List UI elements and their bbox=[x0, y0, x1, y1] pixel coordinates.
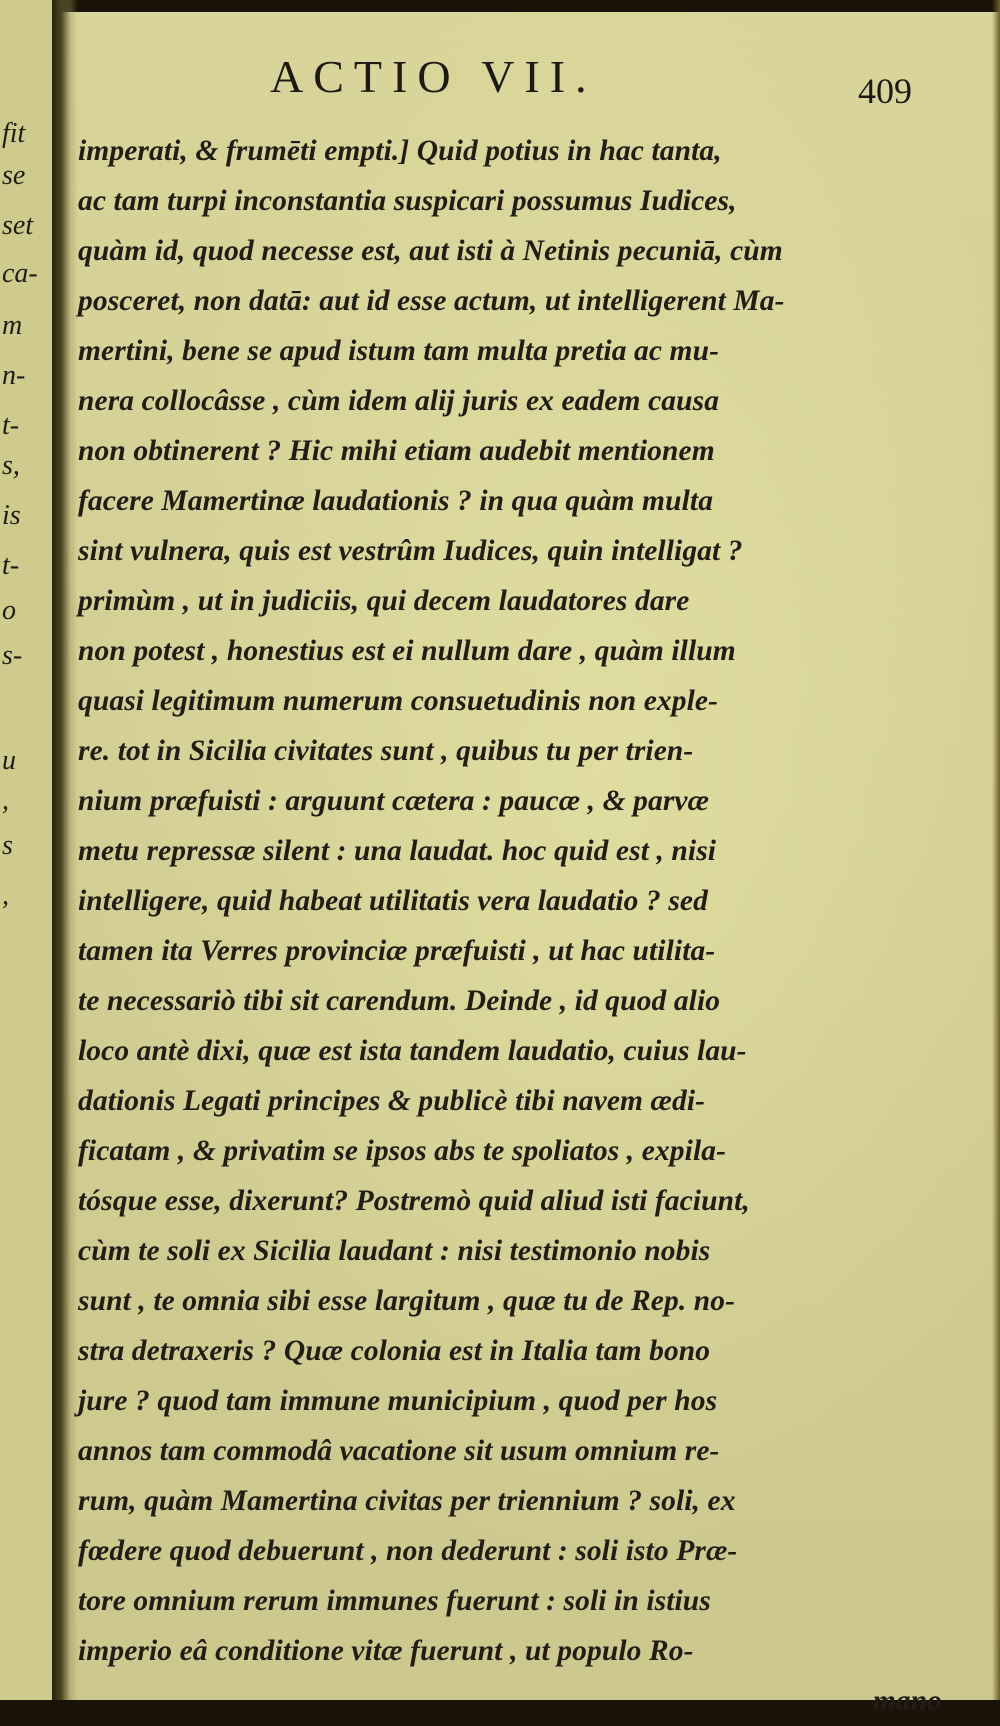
margin-fragment: t- bbox=[2, 410, 20, 441]
text-line: posceret, non datā: aut id esse actum, ut intelligerent Ma- bbox=[78, 285, 785, 317]
text-line: te necessariò tibi sit carendum. Deinde , id quod alio bbox=[78, 985, 721, 1017]
text-line: metu repressæ silent : una laudat. hoc quid est , nisi bbox=[78, 835, 717, 867]
page-number: 409 bbox=[858, 71, 912, 111]
text-line: mertini, bene se apud istum tam multa pretia ac mu- bbox=[78, 335, 720, 367]
text-line: annos tam commodâ vacatione sit usum omnium re- bbox=[78, 1435, 720, 1467]
margin-fragment: s- bbox=[2, 640, 23, 671]
text-line: rum, quàm Mamertina civitas per triennium ? soli, ex bbox=[78, 1485, 736, 1517]
margin-fragment: s, bbox=[2, 450, 20, 481]
page-edge-shadow bbox=[992, 0, 1000, 1700]
text-line: primùm , ut in judiciis, qui decem laudatores dare bbox=[78, 585, 690, 617]
margin-fragment: o bbox=[2, 595, 16, 626]
text-line: cùm te soli ex Sicilia laudant : nisi testimonio nobis bbox=[78, 1235, 711, 1267]
text-line: ficatam , & privatim se ipsos abs te spoliatos , expila- bbox=[78, 1135, 727, 1167]
book-gutter bbox=[52, 0, 78, 1700]
margin-fragment: s bbox=[2, 830, 13, 861]
text-line: jure ? quod tam immune municipium , quod per hos bbox=[78, 1385, 718, 1417]
text-line: quàm id, quod necesse est, aut isti à Netinis pecuniā, cùm bbox=[78, 235, 783, 267]
margin-fragment: , bbox=[2, 785, 9, 816]
margin-fragment: se bbox=[2, 160, 26, 191]
text-line: non potest , honestius est ei nullum dare , quàm illum bbox=[78, 635, 736, 667]
running-head: ACTIO VII. bbox=[270, 51, 597, 102]
text-line: tósque esse, dixerunt? Postremò quid aliud isti faciunt, bbox=[78, 1185, 750, 1217]
text-line: tore omnium rerum immunes fuerunt : soli in istius bbox=[78, 1585, 711, 1617]
facing-page-margin bbox=[0, 0, 52, 1700]
text-line: sunt , te omnia sibi esse largitum , quæ tu de Rep. no- bbox=[78, 1285, 736, 1317]
margin-fragment: ca- bbox=[2, 258, 38, 289]
margin-fragment: u bbox=[2, 745, 16, 776]
text-line: ac tam turpi inconstantia suspicari possumus Iudices, bbox=[78, 185, 737, 217]
margin-fragment: n- bbox=[2, 360, 26, 391]
text-line: quasi legitimum numerum consuetudinis non exple- bbox=[78, 685, 719, 717]
margin-fragment: set bbox=[2, 210, 34, 241]
text-line: dationis Legati principes & publicè tibi navem ædi- bbox=[78, 1085, 706, 1117]
text-line: fœdere quod debuerunt , non dederunt : soli isto Præ- bbox=[78, 1535, 738, 1567]
text-line: stra detraxeris ? Quæ colonia est in Italia tam bono bbox=[78, 1335, 711, 1367]
margin-fragment: t- bbox=[2, 550, 20, 581]
text-line: intelligere, quid habeat utilitatis vera laudatio ? sed bbox=[78, 885, 708, 917]
text-line: tamen ita Verres provinciæ præfuisti , ut hac utilita- bbox=[78, 935, 716, 967]
text-line: re. tot in Sicilia civitates sunt , quibus tu per trien- bbox=[78, 735, 694, 767]
text-line: facere Mamertinæ laudationis ? in qua quàm multa bbox=[78, 485, 714, 517]
margin-fragment: m bbox=[2, 310, 23, 341]
text-line: imperio eâ conditione vitæ fuerunt , ut populo Ro- bbox=[78, 1635, 694, 1667]
catchword: mano bbox=[872, 1685, 942, 1717]
margin-fragment: fit bbox=[2, 118, 26, 149]
text-line: nium præfuisti : arguunt cætera : paucæ , & parvæ bbox=[78, 785, 710, 817]
body-text bbox=[78, 126, 958, 1726]
book-top-edge bbox=[0, 0, 1000, 12]
text-line: sint vulnera, quis est vestrûm Iudices, quin intelligat ? bbox=[78, 535, 743, 567]
text-line: loco antè dixi, quæ est ista tandem laudatio, cuius lau- bbox=[78, 1035, 747, 1067]
margin-fragment: , bbox=[2, 880, 9, 911]
text-line: non obtinerent ? Hic mihi etiam audebit mentionem bbox=[78, 435, 715, 467]
text-line: imperati, & frumēti empti.] Quid potius in hac tanta, bbox=[78, 135, 722, 167]
text-line: nera collocâsse , cùm idem alij juris ex eadem causa bbox=[78, 385, 720, 417]
margin-fragment: is bbox=[2, 500, 21, 531]
